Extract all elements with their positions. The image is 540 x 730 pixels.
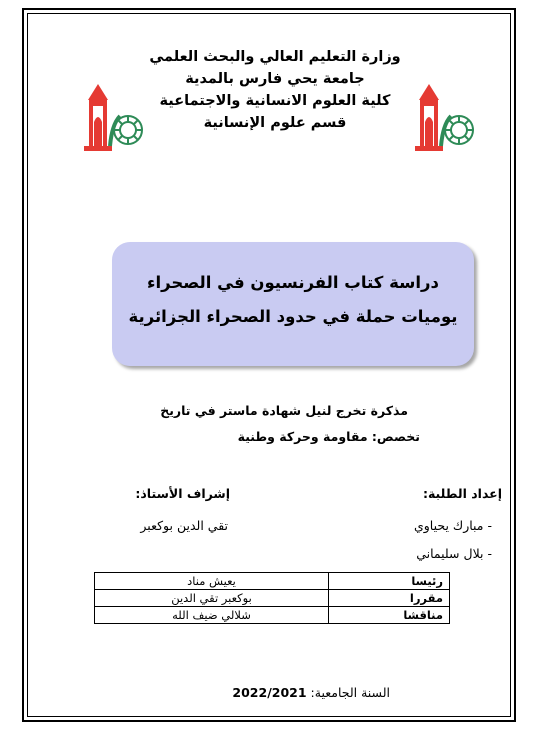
university-name: جامعة يحي فارس بالمدية: [185, 71, 365, 87]
table-row: [95, 573, 450, 590]
students-label: إعداد الطلبة:: [422, 486, 502, 501]
table-row: [95, 590, 450, 607]
table-row: [95, 607, 450, 624]
jury-name: يعيش مناد: [95, 573, 329, 590]
supervisor-name: تقي الدين بوكعبر: [140, 518, 228, 533]
thesis-title-box: [112, 242, 474, 366]
student-name: - مبارك يحياوي: [413, 518, 492, 533]
supervisor-label: إشراف الأستاذ:: [135, 486, 230, 501]
department-name: قسم علوم الإنسانية: [203, 115, 347, 131]
jury-name: بوكعبر تقي الدين: [95, 590, 329, 607]
jury-name: شلالي ضيف الله: [95, 607, 329, 624]
student-name: - بلال سليماني: [416, 546, 492, 561]
thesis-title-line1: دراسة كتاب الفرنسيون في الصحراء: [147, 273, 439, 292]
academic-year-label: السنة الجامعية:: [306, 685, 390, 700]
degree-text: مذكرة تخرج لنيل شهادة ماستر في تاريخ: [160, 403, 408, 418]
thesis-title-line2: يوميات حملة في حدود الصحراء الجزائرية: [128, 307, 458, 326]
specialty-text: تخصص: مقاومة وحركة وطنية: [237, 429, 420, 444]
academic-year: [190, 685, 390, 700]
university-logo-icon: [74, 72, 146, 162]
university-logo-icon: [405, 72, 477, 162]
memo-info: [120, 398, 420, 450]
institution-header: [140, 46, 410, 134]
faculty-name: كلية العلوم الانسانية والاجتماعية: [159, 93, 391, 109]
jury-table: [94, 572, 450, 624]
ministry-name: وزارة التعليم العالي والبحث العلمي: [149, 49, 401, 65]
jury-role: مقررا: [329, 590, 450, 607]
jury-role: مناقشا: [329, 607, 450, 624]
jury-role: رئيسا: [329, 573, 450, 590]
academic-year-value: 2022/2021: [232, 685, 307, 700]
